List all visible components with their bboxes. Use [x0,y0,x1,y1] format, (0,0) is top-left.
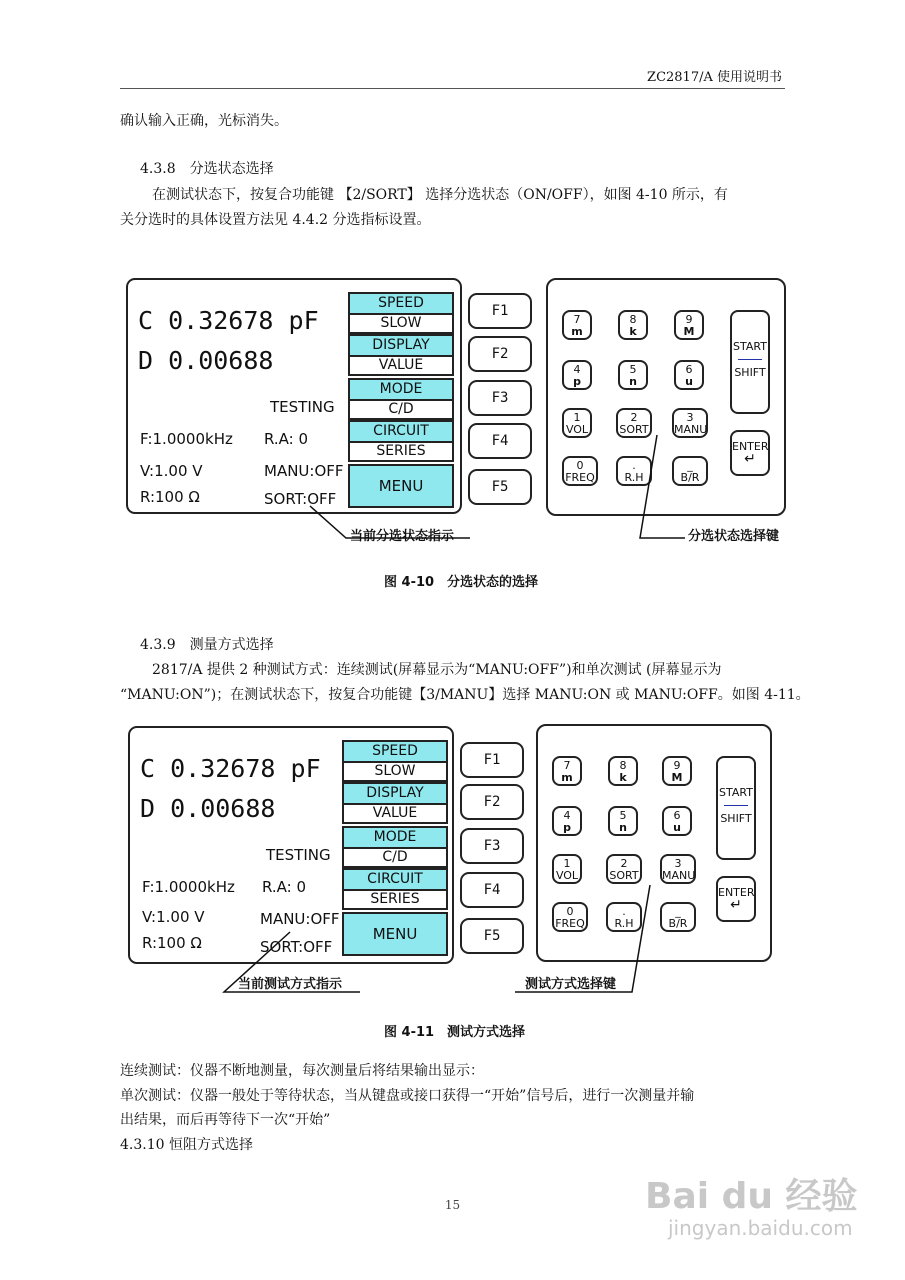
callout-mode-indicator: 当前测试方式指示 [238,977,343,992]
key-9[interactable]: 9 M [674,310,704,340]
key-3-manu[interactable]: 3 MANU [660,854,696,884]
key-8[interactable]: 8 k [618,310,648,340]
key-1-vol[interactable]: 1 VOL [562,408,592,438]
figure-4-10-caption: 图 4-10 分选状态的选择 [384,575,539,590]
callout-sort-key: 分选状态选择键 [688,529,780,544]
menu-mode-label: MODE [344,828,446,849]
callout-mode-key: 测试方式选择键 [525,977,617,992]
resistance-readout: R:100 Ω [142,934,202,952]
start-label: START [719,786,753,799]
key-2-sort[interactable]: 2 SORT [606,854,642,884]
frequency-readout: F:1.0000kHz [142,878,235,896]
figure-4-10 [120,270,800,560]
menu-mode-value: C/D [388,401,414,417]
paragraph-single-line1: 单次测试：仪器一般处于等待状态，当从键盘或接口获得一“开始”信号后，进行一次测量并输 [120,1088,695,1104]
menu-circuit-value: SERIES [376,443,426,459]
document-header-title: ZC2817/A 使用说明书 [647,70,782,85]
enter-arrow-icon: ↵ [730,897,742,913]
dissipation-reading: D 0.00688 [138,346,274,375]
key-minus-br[interactable]: _ B/R [660,902,696,932]
key-8[interactable]: 8 k [608,756,638,786]
menu-speed-label: SPEED [350,294,452,315]
paragraph-continuous: 连续测试：仪器不断地测量，每次测量后将结果输出显示： [120,1063,484,1079]
header-rule [120,88,785,89]
menu-speed-value: SLOW [380,315,422,331]
key-minus-br[interactable]: _ B/R [672,456,708,486]
enter-label: ENTER [732,440,769,453]
key-4[interactable]: 4 p [552,806,582,836]
enter-label: ENTER [718,886,755,899]
enter-arrow-icon: ↵ [744,451,756,467]
key-4[interactable]: 4 p [562,360,592,390]
sort-indicator: SORT:OFF [264,490,337,508]
dissipation-reading: D 0.00688 [140,794,276,823]
f1-key[interactable]: F1 [460,742,524,778]
start-label: START [733,340,767,353]
shift-label: SHIFT [720,812,752,825]
manu-indicator: MANU:OFF [260,910,340,928]
callout-lines [120,720,800,1005]
menu-speed-label: SPEED [344,742,446,763]
menu-display-value: VALUE [378,357,424,373]
voltage-readout: V:1.00 V [142,908,205,926]
section-heading-4-3-9: 4.3.9 测量方式选择 [140,637,274,653]
testing-status: TESTING [270,398,335,416]
menu-button[interactable]: MENU [342,912,448,956]
f3-key[interactable]: F3 [468,380,532,416]
paragraph-sort-line2: 关分选时的具体设置方法见 4.4.2 分选指标设置。 [120,212,431,228]
key-0-freq[interactable]: 0 FREQ [552,902,588,932]
f4-key[interactable]: F4 [468,423,532,459]
callout-lines [120,270,800,560]
key-6[interactable]: 6 u [662,806,692,836]
voltage-readout: V:1.00 V [140,462,203,480]
menu-display-label: DISPLAY [344,784,446,805]
paragraph-single-line2: 出结果，而后再等待下一次“开始” [120,1112,331,1128]
menu-mode-label: MODE [350,380,452,401]
menu-mode-value: C/D [382,849,408,865]
f3-key[interactable]: F3 [460,828,524,864]
shift-label: SHIFT [734,366,766,379]
key-5[interactable]: 5 n [618,360,648,390]
menu-circuit-label: CIRCUIT [344,870,446,891]
key-2-sort[interactable]: 2 SORT [616,408,652,438]
key-7[interactable]: 7 m [552,756,582,786]
f4-key[interactable]: F4 [460,872,524,908]
key-6[interactable]: 6 u [674,360,704,390]
manu-indicator: MANU:OFF [264,462,344,480]
figure-4-11-caption: 图 4-11 测试方式选择 [384,1025,526,1040]
key-7[interactable]: 7 m [562,310,592,340]
paragraph-sort-line1: 在测试状态下，按复合功能键 【2/SORT】 选择分选状态（ON/OFF），如图 4-10 所示，有 [152,187,728,203]
f5-key[interactable]: F5 [460,918,524,954]
f1-key[interactable]: F1 [468,293,532,329]
paragraph-mode-line1: 2817/A 提供 2 种测试方式：连续测试(屏幕显示为“MANU:OFF”)和单次测试 (屏幕显示为 [152,662,722,678]
key-dot-rh[interactable]: . R.H [616,456,652,486]
sort-indicator: SORT:OFF [260,938,333,956]
f2-key[interactable]: F2 [460,784,524,820]
resistance-readout: R:100 Ω [140,488,200,506]
callout-sort-indicator: 当前分选状态指示 [350,529,455,544]
f5-key[interactable]: F5 [468,469,532,505]
section-heading-4-3-10: 4.3.10 恒阻方式选择 [120,1137,253,1153]
menu-button[interactable]: MENU [348,464,454,508]
key-1-vol[interactable]: 1 VOL [552,854,582,884]
range-readout: R.A: 0 [264,430,309,448]
capacitance-reading: C 0.32678 pF [138,306,319,335]
range-readout: R.A: 0 [262,878,307,896]
page-number: 15 [444,1198,461,1212]
key-3-manu[interactable]: 3 MANU [672,408,708,438]
figure-4-11 [120,720,800,1005]
key-dot-rh[interactable]: . R.H [606,902,642,932]
frequency-readout: F:1.0000kHz [140,430,233,448]
watermark-logo: Bai du 经验 [645,1176,858,1217]
menu-circuit-value: SERIES [370,891,420,907]
capacitance-reading: C 0.32678 pF [140,754,321,783]
paragraph-mode-line2: “MANU:ON”)；在测试状态下，按复合功能键【3/MANU】选择 MANU:ON 或 MANU:OFF。如图 4-11。 [120,687,810,703]
paragraph-confirm: 确认输入正确，光标消失。 [120,113,288,129]
menu-display-label: DISPLAY [350,336,452,357]
menu-circuit-label: CIRCUIT [350,422,452,443]
testing-status: TESTING [266,846,331,864]
watermark-url: jingyan.baidu.com [668,1216,853,1240]
key-9[interactable]: 9 M [662,756,692,786]
section-heading-4-3-8: 4.3.8 分选状态选择 [140,161,274,177]
key-0-freq[interactable]: 0 FREQ [562,456,598,486]
menu-speed-value: SLOW [374,763,416,779]
menu-display-value: VALUE [372,805,418,821]
key-5[interactable]: 5 n [608,806,638,836]
f2-key[interactable]: F2 [468,336,532,372]
